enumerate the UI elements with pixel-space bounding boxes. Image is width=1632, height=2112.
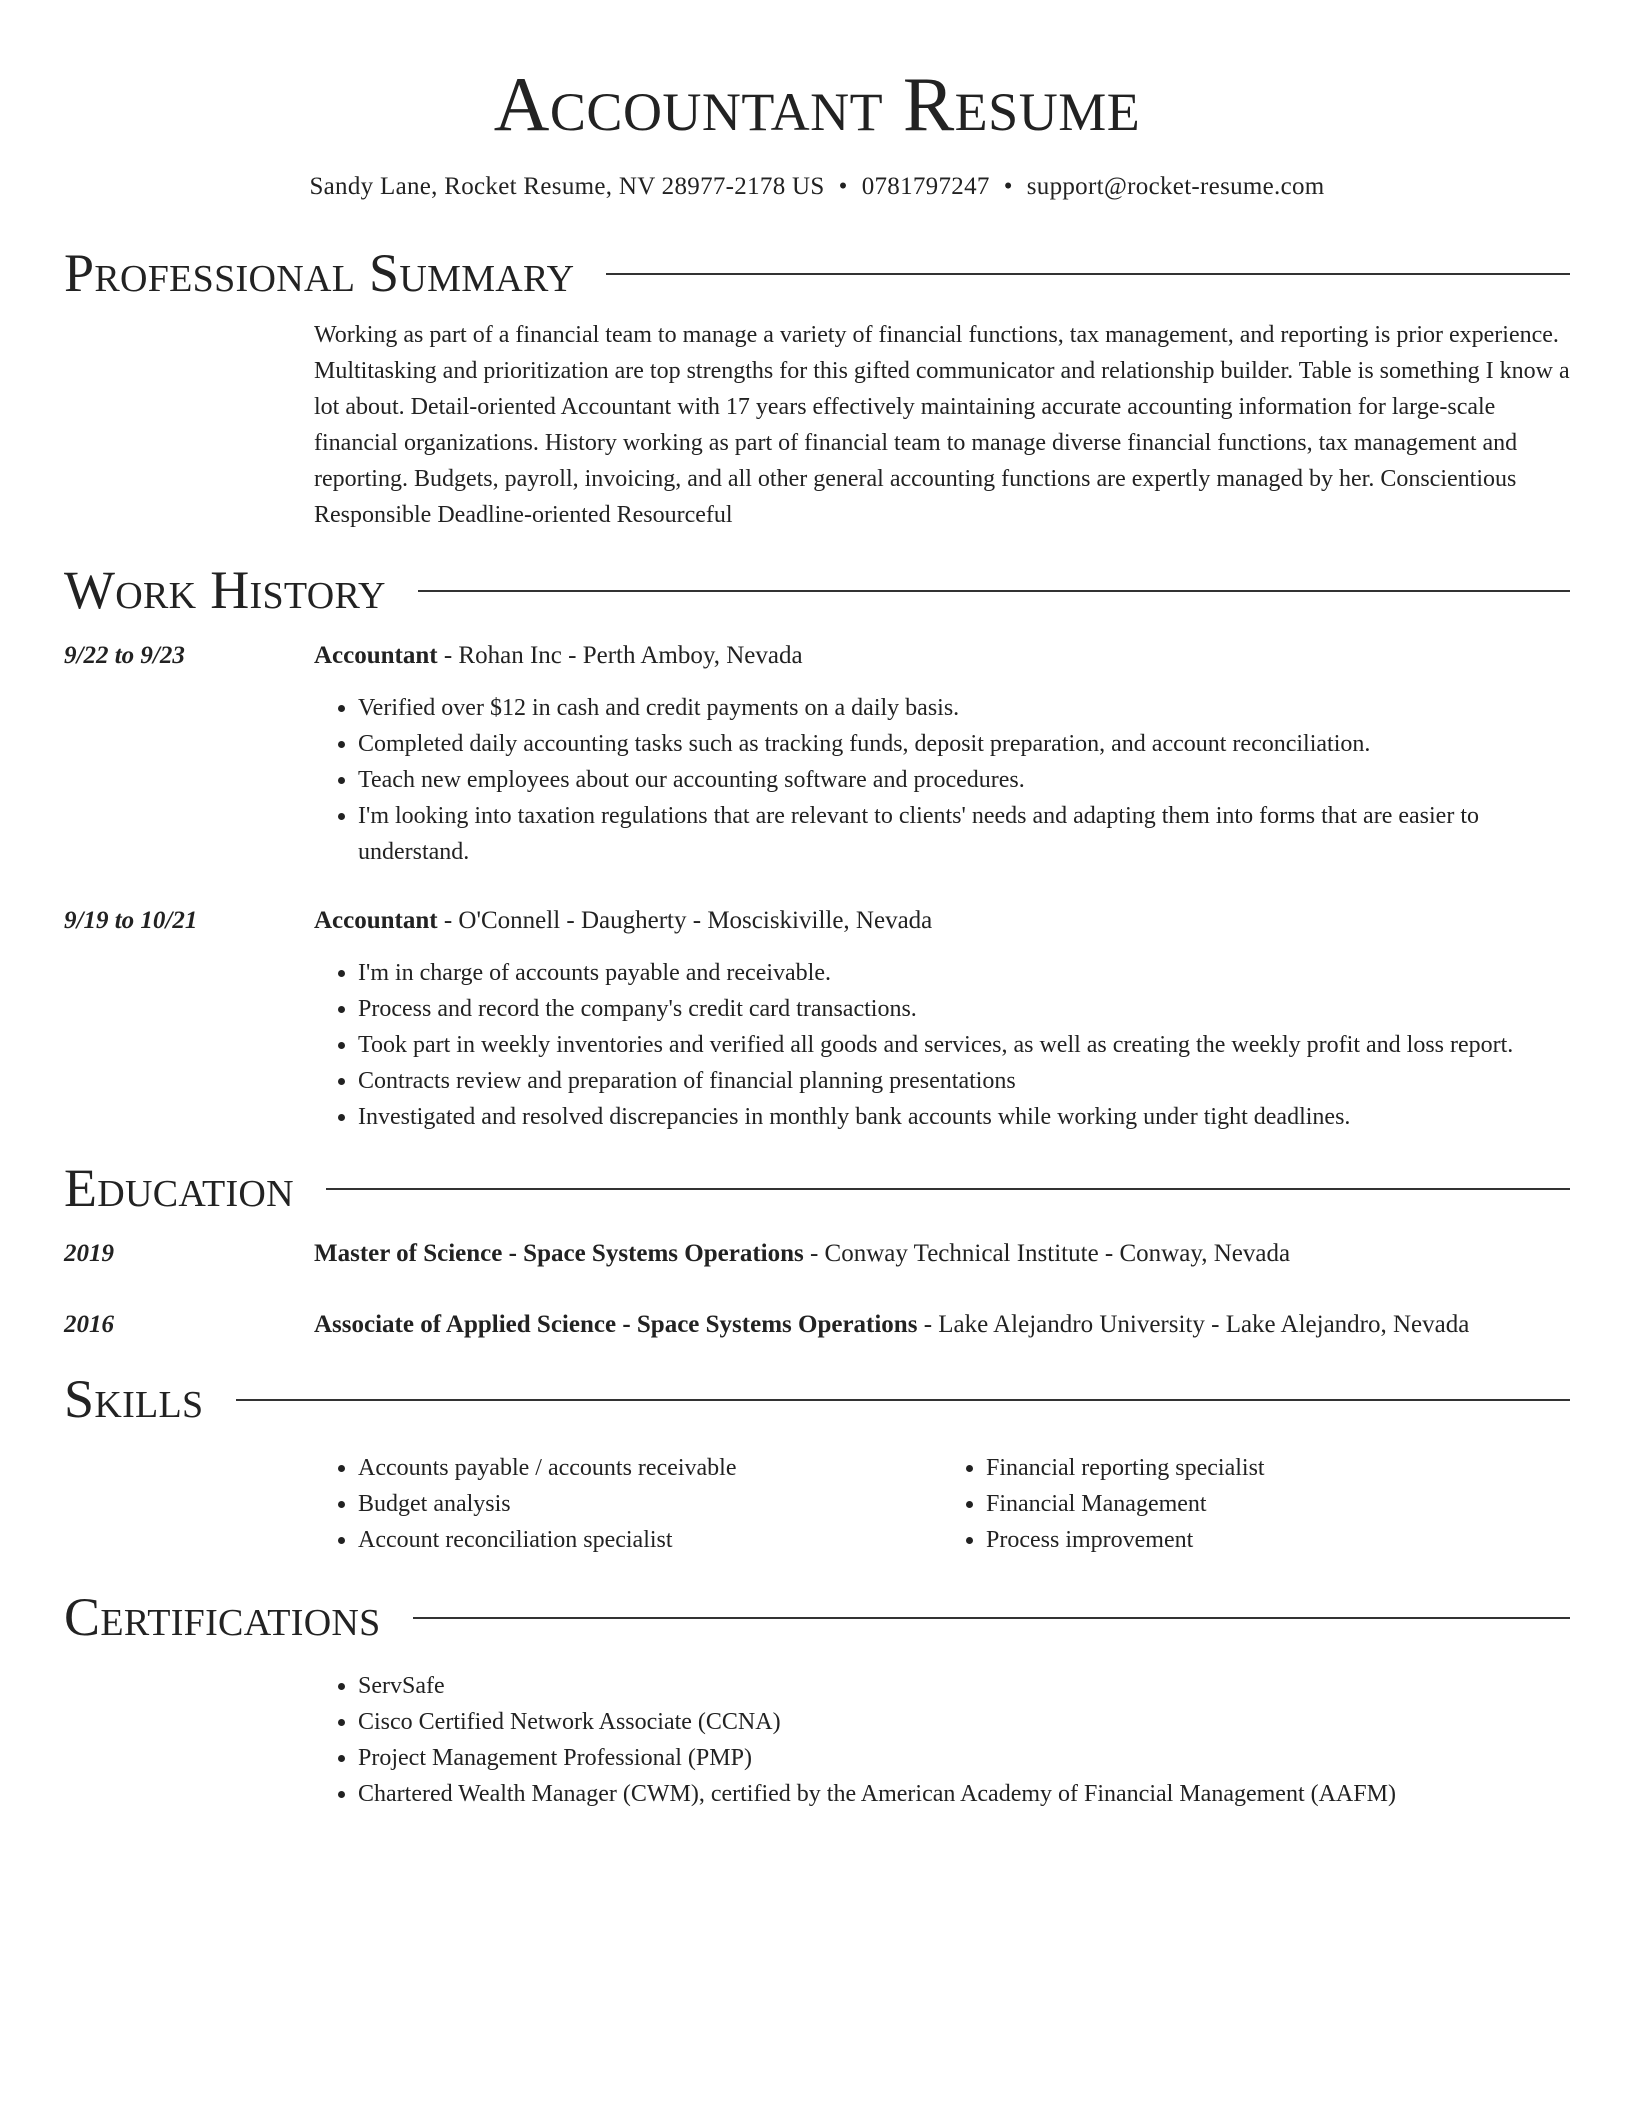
job-dates: 9/19 to 10/21 bbox=[64, 907, 198, 934]
job-title: Accountant bbox=[314, 642, 438, 669]
job-employer-location: - O'Connell - Daugherty - Mosciskiville, Nevada bbox=[437, 907, 933, 934]
skill-item: • Budget analysis bbox=[358, 1486, 942, 1522]
section-divider bbox=[606, 273, 1570, 275]
section-divider bbox=[418, 590, 1570, 592]
skills-row bbox=[64, 1450, 1570, 1558]
certifications-row bbox=[64, 1668, 1570, 1812]
skill-item: • Financial Management bbox=[986, 1486, 1570, 1522]
skills-section bbox=[64, 1362, 1570, 1558]
certification-item: • Chartered Wealth Manager (CWM), certified by the American Academy of Financial Management (AAFM) bbox=[358, 1776, 1570, 1812]
contact-separator: • bbox=[1003, 173, 1013, 200]
skills-list-left bbox=[314, 1450, 942, 1558]
job-bullet: • Took part in weekly inventories and verified all goods and services, as well as creating the weekly profit and loss report. bbox=[358, 1027, 1570, 1063]
section-divider bbox=[326, 1188, 1570, 1190]
job-bullet: • Teach new employees about our accounting software and procedures. bbox=[358, 762, 1570, 798]
certification-item: • Cisco Certified Network Associate (CCNA) bbox=[358, 1704, 1570, 1740]
certifications-heading: Certifications bbox=[64, 1587, 381, 1647]
skill-item: • Account reconciliation specialist bbox=[358, 1522, 942, 1558]
skill-item: • Accounts payable / accounts receivable bbox=[358, 1450, 942, 1486]
skills-section-header bbox=[64, 1362, 1570, 1436]
education-line bbox=[314, 1237, 1570, 1271]
contact-line bbox=[64, 170, 1570, 204]
job-entry bbox=[64, 639, 1570, 870]
job-bullet-list bbox=[314, 690, 1570, 870]
contact-phone: 0781797247 bbox=[861, 173, 990, 200]
job-bullet: • I'm looking into taxation regulations that are relevant to clients' needs and adapting them into forms that are easier to understand. bbox=[358, 798, 1570, 870]
certifications-section-header bbox=[64, 1580, 1570, 1654]
job-bullet: • Investigated and resolved discrepancies in monthly bank accounts while working under tight deadlines. bbox=[358, 1099, 1570, 1135]
job-heading bbox=[314, 904, 1570, 938]
summary-section bbox=[64, 236, 1570, 533]
summary-section-header bbox=[64, 236, 1570, 310]
skill-item: • Process improvement bbox=[986, 1522, 1570, 1558]
job-entry bbox=[64, 904, 1570, 1135]
work-history-heading: Work History bbox=[64, 560, 386, 620]
education-entry bbox=[64, 1237, 1570, 1271]
summary-heading: Professional Summary bbox=[64, 243, 575, 303]
education-heading: Education bbox=[64, 1158, 294, 1218]
skill-item: • Financial reporting specialist bbox=[986, 1450, 1570, 1486]
job-employer-location: - Rohan Inc - Perth Amboy, Nevada bbox=[437, 642, 803, 669]
certification-item: • Project Management Professional (PMP) bbox=[358, 1740, 1570, 1776]
education-year: 2016 bbox=[64, 1311, 114, 1338]
education-degree: Master of Science - Space Systems Operations bbox=[314, 1240, 804, 1267]
education-degree: Associate of Applied Science - Space Systems Operations bbox=[314, 1311, 918, 1338]
job-title: Accountant bbox=[314, 907, 438, 934]
summary-text: Working as part of a financial team to manage a variety of financial functions, tax management, and reporting is prior experience. Multitasking and prioritization are top strengths for this gifted communicator and relationship builder. Table is something I know a lot about. Detail-oriented Accountant with 17 years effectively maintaining accurate accounting information for large-scale financial organizations. History working as part of financial team to manage diverse financial functions, tax management and reporting. Budgets, payroll, invoicing, and all other general accounting functions are expertly managed by her. Conscientious Responsible Deadline-oriented Resourceful bbox=[314, 322, 1570, 528]
summary-row bbox=[64, 317, 1570, 533]
contact-email: support@rocket-resume.com bbox=[1026, 173, 1325, 200]
job-bullet: • I'm in charge of accounts payable and receivable. bbox=[358, 955, 1570, 991]
contact-separator: • bbox=[838, 173, 848, 200]
work-history-section bbox=[64, 553, 1570, 1135]
certification-item: • ServSafe bbox=[358, 1668, 1570, 1704]
job-bullet: • Process and record the company's credit card transactions. bbox=[358, 991, 1570, 1027]
certifications-section bbox=[64, 1580, 1570, 1812]
section-divider bbox=[236, 1399, 1571, 1401]
section-divider bbox=[413, 1617, 1570, 1619]
education-line bbox=[314, 1308, 1570, 1342]
skills-heading: Skills bbox=[64, 1369, 204, 1429]
education-year: 2019 bbox=[64, 1240, 114, 1267]
resume-title: Accountant Resume bbox=[493, 61, 1141, 147]
skills-list-right bbox=[942, 1450, 1570, 1558]
certifications-list bbox=[314, 1668, 1570, 1812]
education-section-header bbox=[64, 1151, 1570, 1225]
education-school-location: - Conway Technical Institute - Conway, Nevada bbox=[803, 1240, 1291, 1267]
job-bullet-list bbox=[314, 955, 1570, 1135]
education-entry bbox=[64, 1308, 1570, 1342]
job-dates: 9/22 to 9/23 bbox=[64, 642, 185, 669]
education-section bbox=[64, 1151, 1570, 1342]
work-history-section-header bbox=[64, 553, 1570, 627]
skills-grid bbox=[314, 1450, 1570, 1558]
job-bullet: • Completed daily accounting tasks such as tracking funds, deposit preparation, and account reconciliation. bbox=[358, 726, 1570, 762]
job-heading bbox=[314, 639, 1570, 673]
education-school-location: - Lake Alejandro University - Lake Alejandro, Nevada bbox=[917, 1311, 1470, 1338]
job-bullet: • Contracts review and preparation of financial planning presentations bbox=[358, 1063, 1570, 1099]
job-bullet: • Verified over $12 in cash and credit payments on a daily basis. bbox=[358, 690, 1570, 726]
contact-address: Sandy Lane, Rocket Resume, NV 28977-2178 US bbox=[309, 173, 825, 200]
